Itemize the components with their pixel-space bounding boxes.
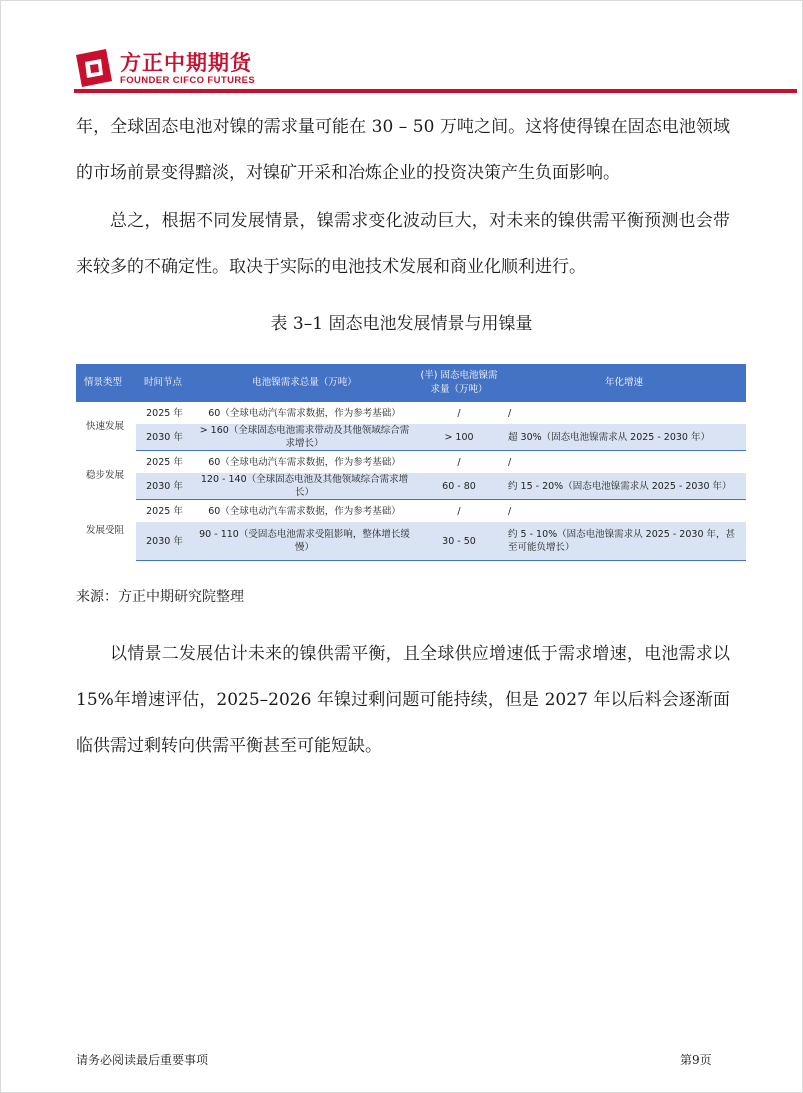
scenario-cell: 稳步发展 (76, 451, 136, 500)
solid-demand-cell: 30 - 50 (416, 522, 502, 561)
total-demand-cell: 120 - 140（全球固态电池及其他领域综合需求增长） (193, 473, 416, 500)
table-row (76, 424, 746, 451)
table-row (76, 522, 746, 561)
page-number: 第9页 (680, 1053, 712, 1067)
body-paragraph: 以情景二发展估计未来的镍供需平衡，且全球供应增速低于需求增速，电池需求以 15%年增速评估，2025–2026 年镍过剩问题可能持续，但是 2027 年以后料会逐渐面临供需过剩转向供需平衡甚至可能短缺。 (76, 644, 730, 756)
solid-demand-cell: / (457, 407, 461, 419)
growth-cell: / (508, 505, 512, 517)
solid-demand-cell: > 100 (416, 424, 502, 451)
footer-disclaimer: 请务必阅读最后重要事项 (76, 1053, 209, 1067)
table-row (76, 500, 746, 523)
year-cell: 2030 年 (136, 424, 193, 451)
table-row (76, 473, 746, 500)
header-divider (74, 89, 797, 93)
column-header: (半) 固态电池镍需求量（万吨） (416, 364, 502, 402)
body-paragraph: 总之，根据不同发展情景，镍需求变化波动巨大，对未来的镍供需平衡预测也会带来较多的不确定性。取决于实际的电池技术发展和商业化顺利进行。 (76, 211, 730, 277)
column-header: 情景类型 (76, 364, 136, 402)
table-row (76, 402, 746, 424)
brand-name-en: FOUNDER CIFCO FUTURES (120, 75, 256, 86)
year-cell: 2030 年 (136, 522, 193, 561)
growth-cell: 超 30%（固态电池镍需求从 2025 - 2030 年） (502, 424, 746, 451)
total-demand-cell: > 160（全球固态电池需求带动及其他领域综合需求增长） (193, 424, 416, 451)
column-header: 时间节点 (136, 364, 193, 402)
body-paragraph: 年，全球固态电池对镍的需求量可能在 30 – 50 万吨之间。这将使得镍在固态电池领域的市场前景变得黯淡，对镍矿开采和冶炼企业的投资决策产生负面影响。 (76, 117, 730, 183)
nickel-scenario-table (76, 364, 746, 561)
source-note: 来源：方正中期研究院整理 (76, 589, 244, 605)
growth-cell: 约 15 - 20%（固态电池镍需求从 2025 - 2030 年） (502, 473, 746, 500)
company-logo-icon (76, 49, 112, 87)
year-cell: 2025 年 (146, 505, 183, 517)
solid-demand-cell: / (457, 456, 461, 468)
table-row (76, 451, 746, 474)
brand-name-cn: 方正中期期货 (120, 51, 252, 75)
solid-demand-cell: / (457, 505, 461, 517)
column-header: 电池镍需求总量（万吨） (193, 364, 416, 402)
year-cell: 2025 年 (146, 407, 183, 419)
growth-cell: 约 5 - 10%（固态电池镍需求从 2025 - 2030 年，甚至可能负增长） (502, 522, 746, 561)
year-cell: 2030 年 (136, 473, 193, 500)
year-cell: 2025 年 (146, 456, 183, 468)
table-header-row (76, 364, 746, 402)
scenario-cell: 发展受阻 (76, 500, 136, 561)
column-header: 年化增速 (502, 364, 746, 402)
total-demand-cell: 60（全球电动汽车需求数据，作为参考基础） (208, 456, 401, 468)
solid-demand-cell: 60 - 80 (416, 473, 502, 500)
total-demand-cell: 60（全球电动汽车需求数据，作为参考基础） (208, 407, 401, 419)
total-demand-cell: 90 - 110（受固态电池需求受阻影响，整体增长缓慢） (193, 522, 416, 561)
scenario-cell: 快速发展 (76, 402, 136, 451)
table-caption: 表 3–1 固态电池发展情景与用镍量 (270, 314, 533, 334)
growth-cell: / (508, 456, 512, 468)
total-demand-cell: 60（全球电动汽车需求数据，作为参考基础） (208, 505, 401, 517)
growth-cell: / (508, 407, 512, 419)
